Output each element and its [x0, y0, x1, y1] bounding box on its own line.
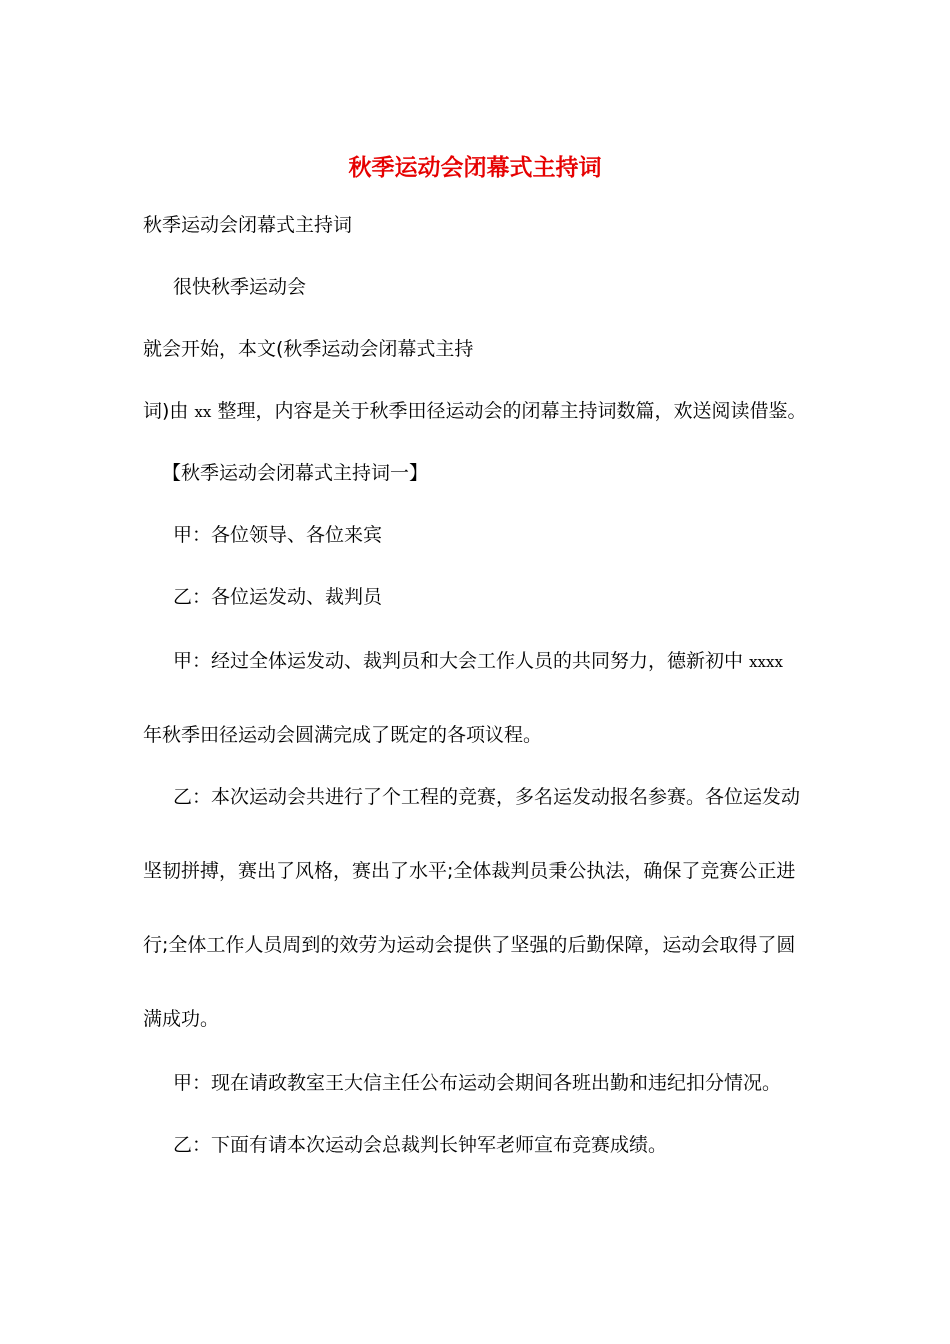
paragraph-line: 就会开始，本文(秋季运动会闭幕式主持 — [143, 338, 474, 360]
paragraph-line: 乙：各位运发动、裁判员 — [173, 586, 383, 608]
paragraph-line: 很快秋季运动会 — [173, 276, 307, 298]
placeholder-run: xx — [194, 403, 212, 421]
paragraph-line: 乙：下面有请本次运动会总裁判长钟军老师宣布竞赛成绩。 — [173, 1134, 668, 1156]
placeholder-run: xxxx — [749, 653, 783, 671]
paragraph-line — [143, 398, 806, 425]
paragraph-line: 年秋季田径运动会圆满完成了既定的各项议程。 — [143, 724, 543, 746]
paragraph-line: 行;全体工作人员周到的效劳为运动会提供了坚强的后勤保障，运动会取得了圆 — [143, 934, 796, 956]
text-run: 词)由 — [143, 400, 189, 422]
paragraph-line: 甲：现在请政教室王大信主任公布运动会期间各班出勤和违纪扣分情况。 — [173, 1072, 782, 1094]
text-run: 甲：经过全体运发动、裁判员和大会工作人员的共同努力，德新初中 — [173, 650, 744, 672]
paragraph-line: 坚韧拼搏，赛出了风格，赛出了水平;全体裁判员秉公执法，确保了竞赛公正进 — [143, 860, 796, 882]
paragraph-line — [173, 648, 783, 675]
paragraph-line: 甲：各位领导、各位来宾 — [173, 524, 383, 546]
text-run: 整理，内容是关于秋季田径运动会的闭幕主持词数篇，欢送阅读借鉴。 — [217, 400, 807, 422]
section-heading: 【秋季运动会闭幕式主持词一】 — [162, 462, 429, 484]
paragraph-line: 秋季运动会闭幕式主持词 — [143, 214, 353, 236]
paragraph-line: 满成功。 — [143, 1008, 220, 1030]
document-title: 秋季运动会闭幕式主持词 — [348, 154, 602, 181]
paragraph-line: 乙：本次运动会共进行了个工程的竞赛，多名运发动报名参赛。各位运发动 — [173, 786, 801, 808]
